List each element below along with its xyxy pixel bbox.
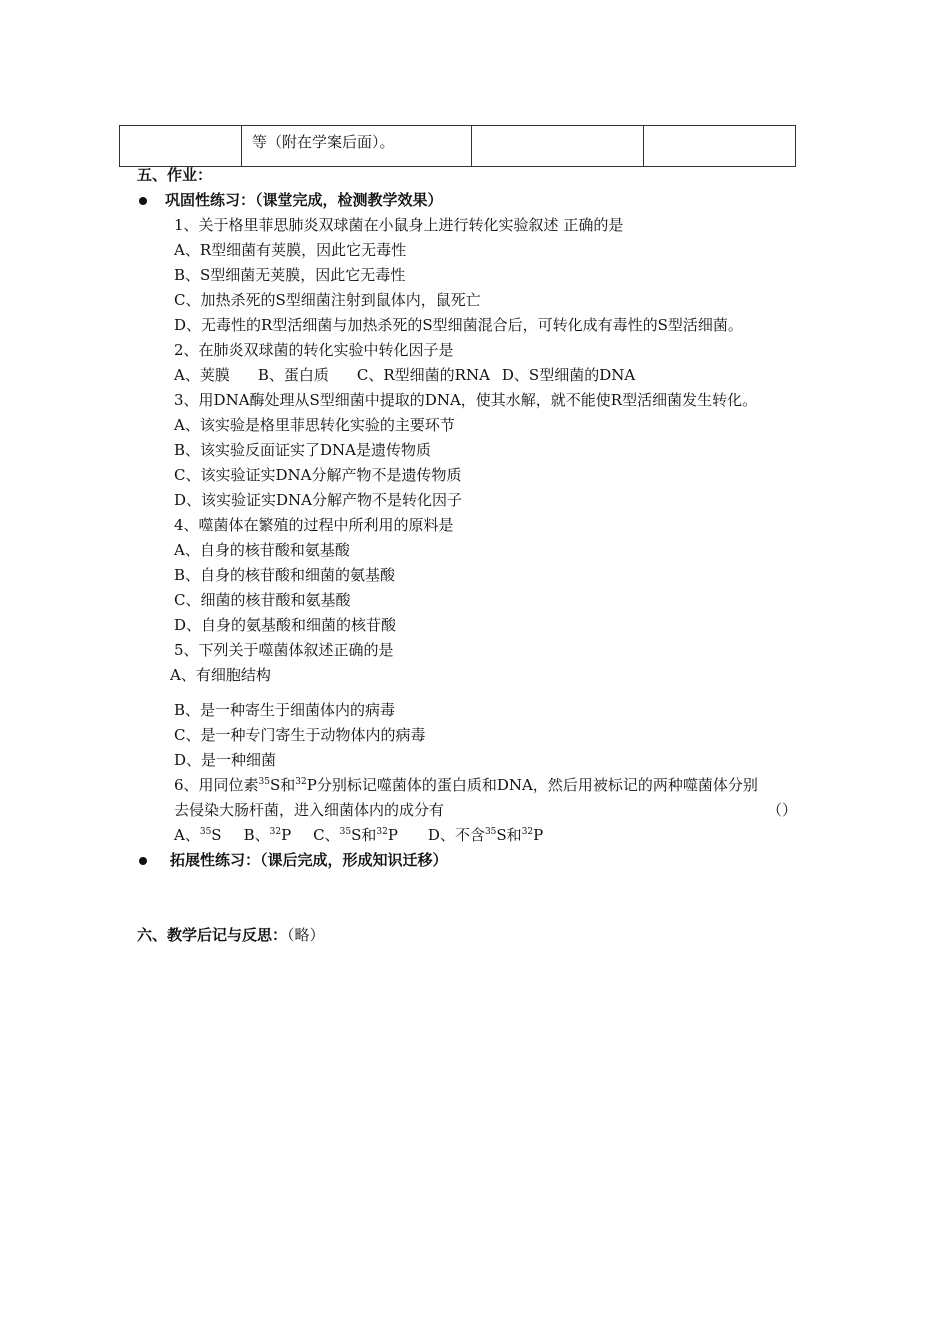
question-option: D、自身的氨基酸和细菌的核苷酸: [174, 616, 397, 634]
question-option: A、$^{35}$S: [174, 826, 222, 844]
question-option: D、不含$^{35}$S和$^{32}$P: [427, 826, 544, 844]
table-cell: 等（附在学案后面）。: [242, 126, 472, 167]
question-option: B、S型细菌无荚膜，因此它无毒性: [174, 266, 406, 284]
section-title: 五、作业：: [137, 166, 213, 184]
answer-blank: （）: [767, 801, 798, 819]
question-option: A、自身的核苷酸和氨基酸: [174, 541, 350, 559]
table-cell: [472, 126, 644, 167]
question-option: D、无毒性的R型活细菌与加热杀死的S型细菌混合后，可转化成有毒性的S型活细菌。: [174, 316, 743, 334]
table-row: [120, 126, 796, 167]
question-stem: 3、用DNA酶处理从S型细菌中提取的DNA，使其水解，就不能使R型活细菌发生转化。: [174, 391, 758, 409]
question-option: C、是一种专门寄生于动物体内的病毒: [174, 726, 426, 744]
subsection-heading: 拓展性练习：（课后完成，形成知识迁移）: [170, 851, 448, 869]
question-option: A、该实验是格里菲思转化实验的主要环节: [174, 416, 455, 434]
question-option: B、该实验反面证实了DNA是遗传物质: [174, 441, 432, 459]
question-options-inline: [174, 365, 635, 385]
lesson-table-fragment: [119, 125, 796, 167]
subsection-heading: 巩固性练习：（课堂完成，检测教学效果）: [165, 191, 443, 209]
question-options-inline: [174, 825, 543, 845]
question-stem: 4、噬菌体在繁殖的过程中所利用的原料是: [174, 516, 454, 534]
question-option: B、是一种寄生于细菌体内的病毒: [174, 701, 396, 719]
question-option: A、荚膜: [174, 366, 230, 384]
bullet-icon: [139, 857, 147, 865]
question-option: D、该实验证实DNA分解产物不是转化因子: [174, 491, 463, 509]
question-option: C、R型细菌的RNA: [356, 366, 490, 384]
question-option: C、该实验证实DNA分解产物不是遗传物质: [174, 466, 462, 484]
question-option: B、蛋白质: [257, 366, 329, 384]
question-stem: 6、用同位素$^{35}$S和$^{32}$P分别标记噬菌体的蛋白质和DNA，然后用被标记的两种噬菌体分别: [174, 776, 758, 794]
table-cell: [120, 126, 242, 167]
question-stem-continued: 去侵染大肠杆菌，进入细菌体内的成分有: [174, 801, 445, 819]
question-option: A、有细胞结构: [170, 666, 271, 684]
question-option: D、是一种细菌: [174, 751, 277, 769]
question-stem: 2、在肺炎双球菌的转化实验中转化因子是: [174, 341, 454, 359]
question-option: A、R型细菌有荚膜，因此它无毒性: [174, 241, 407, 259]
question-stem: 5、下列关于噬菌体叙述正确的是: [174, 641, 394, 659]
bullet-icon: [139, 197, 147, 205]
question-stem: 1、关于格里菲思肺炎双球菌在小鼠身上进行转化实验叙述 正确的是: [174, 216, 624, 234]
table-cell: [644, 126, 796, 167]
section-title: 六、教学后记与反思：（略）: [137, 926, 325, 944]
question-option: C、$^{35}$S和$^{32}$P: [313, 826, 398, 844]
question-option: C、细菌的核苷酸和氨基酸: [174, 591, 351, 609]
question-option: B、$^{32}$P: [243, 826, 292, 844]
question-option: B、自身的核苷酸和细菌的氨基酸: [174, 566, 396, 584]
question-option: D、S型细菌的DNA: [501, 366, 636, 384]
question-option: C、加热杀死的S型细菌注射到鼠体内，鼠死亡: [174, 291, 481, 309]
